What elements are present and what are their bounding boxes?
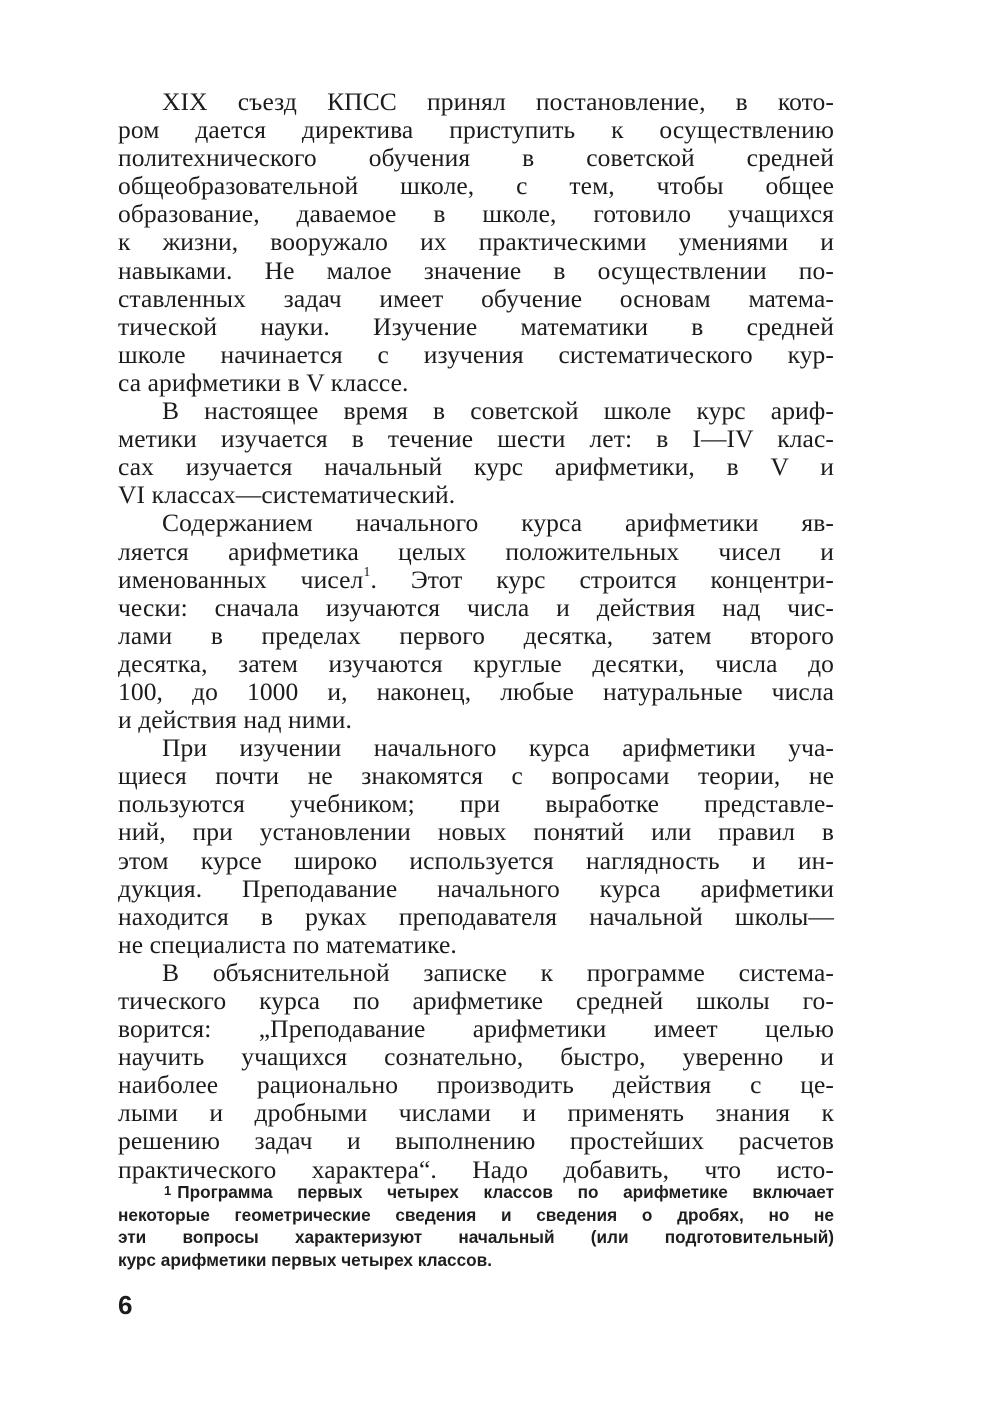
text-line: не специалиста по математике. [118, 929, 457, 959]
text-line: к жизни, вооружало их практическими умениями и [118, 227, 834, 257]
text-line: десятка, затем изучаются круглые десятки, числа до [118, 648, 834, 678]
text-line: лами в пределах первого десятка, затем второго [118, 620, 834, 650]
text-line: и действия над ними. [118, 705, 352, 735]
text-line: образование, даваемое в школе, готовило учащихся [118, 199, 834, 229]
text-line: научить учащихся сознательно, быстро, уверенно и [118, 1042, 834, 1072]
footnote-line: некоторые геометрические сведения и сведения о дробях, но не [118, 1204, 834, 1225]
text-line: XIX съезд КПСС принял постановление, в кото- [162, 87, 834, 116]
text-line: ляется арифметика целых положительных чисел и [118, 536, 834, 566]
text-line: этом курсе широко используется наглядность и ин- [118, 845, 834, 875]
footnote-line [118, 1181, 834, 1204]
text-line: школе начинается с изучения систематического кур- [118, 339, 834, 369]
text-line: щиеся почти не знакомятся с вопросами теории, не [118, 761, 834, 791]
paragraph-4 [118, 734, 834, 959]
text-line: чески: сначала изучаются числа и действия над чис- [118, 592, 834, 622]
text-line: В настоящее время в советской школе курс ариф- [162, 396, 834, 426]
text-line: тического курса по арифметике средней школы го- [118, 986, 834, 1015]
text-line: политехнического обучения в советской средней [118, 143, 834, 173]
text-line: метики изучается в течение шести лет: в I—IV клас- [118, 424, 834, 454]
text-line: 100, до 1000 и, наконец, любые натуральные числа [118, 676, 834, 706]
paragraph-1 [118, 88, 834, 397]
text-line [118, 566, 834, 594]
text-line: ставленных задач имеет обучение основам матема- [118, 283, 834, 313]
text-line: решению задач и выполнению простейших расчетов [118, 1126, 834, 1156]
body-text [118, 88, 834, 1184]
text-line: При изучении начального курса арифметики уча- [162, 733, 834, 763]
text-line: находится в руках преподавателя начальной школы— [118, 901, 834, 931]
text-line: ний, при установлении новых понятий или правил в [118, 817, 834, 847]
footnote-line: эти вопросы характеризуют начальный (или подготовительный) [118, 1227, 834, 1248]
text-line: тической науки. Изучение математики в средней [118, 311, 834, 341]
footnote-marker: 1 [164, 1183, 172, 1198]
footnote-line: курс арифметики первых четырех классов. [118, 1249, 493, 1270]
text-line: навыками. Не малое значение в осуществлении по- [118, 255, 834, 285]
paragraph-3 [118, 509, 834, 734]
text-line: са арифметики в V классе. [118, 367, 409, 397]
text-line: наиболее рационально производить действия с це- [118, 1070, 834, 1100]
text-line: VI классах—систематический. [118, 480, 456, 510]
footnote [118, 1181, 834, 1271]
text-fragment: . Этот курс строится концентри- [370, 564, 835, 594]
text-line: практического характера“. Надо добавить, что исто- [118, 1154, 834, 1184]
text-line: Содержанием начального курса арифметики яв- [162, 508, 834, 538]
page-number: 6 [118, 1290, 133, 1320]
text-line: пользуются учебником; при выработке представле- [118, 789, 834, 819]
text-line: ром дается директива приступить к осуществлению [118, 115, 834, 145]
text-line: общеобразовательной школе, с тем, чтобы общее [118, 171, 834, 201]
text-line: ворится: „Преподавание арифметики имеет целью [118, 1014, 834, 1044]
text-fragment: Программа первых четырех классов по арифметике включает [177, 1182, 834, 1202]
footnote-reference: 1 [363, 565, 371, 581]
text-line: лыми и дробными числами и применять знания к [118, 1098, 834, 1128]
text-line: В объяснительной записке к программе система- [162, 957, 834, 987]
text-fragment: именованных чисел [118, 564, 364, 594]
text-line: дукция. Преподавание начального курса арифметики [118, 873, 834, 903]
paragraph-5 [118, 959, 834, 1184]
text-line: сах изучается начальный курс арифметики, в V и [118, 452, 834, 482]
paragraph-2 [118, 397, 834, 509]
